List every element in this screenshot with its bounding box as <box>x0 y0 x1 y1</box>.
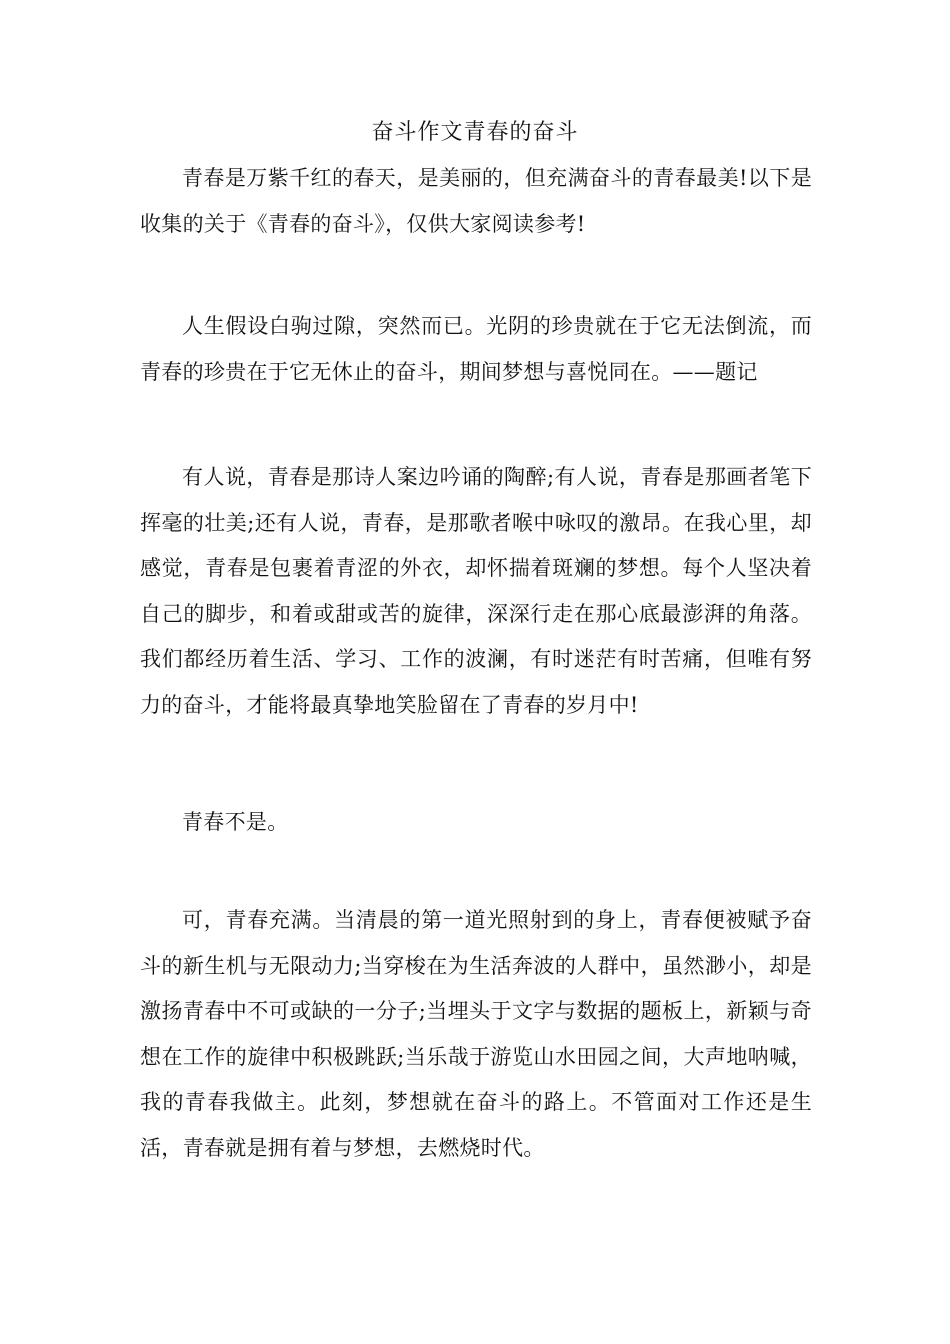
paragraph-intro: 青春是万紫千红的春天，是美丽的，但充满奋斗的青春最美!以下是收集的关于《青春的奋斗》，仅供大家阅读参考! <box>140 166 812 236</box>
paragraph-epigraph: 人生假设白驹过隙，突然而已。光阴的珍贵就在于它无法倒流，而青春的珍贵在于它无休止的奋斗，期间梦想与喜悦同在。——题记 <box>140 314 812 384</box>
document-title: 奋斗作文青春的奋斗 <box>371 120 579 145</box>
paragraph-body-3: 可，青春充满。当清晨的第一道光照射到的身上，青春便被赋予奋斗的新生机与无限动力;当穿梭在为生活奔波的人群中，虽然渺小，却是激扬青春中不可或缺的一分子;当埋头于文字与数据的题板上，新颖与奇想在工作的旋律中积极跳跃;当乐哉于游览山水田园之间，大声地呐喊，我的青春我做主。此刻，梦想就在奋斗的路上。不管面对工作还是生活，青春就是拥有着与梦想，去燃烧时代。 <box>140 908 812 1160</box>
paragraph-body-2: 青春不是。 <box>182 810 289 834</box>
paragraph-body-1: 有人说，青春是那诗人案边吟诵的陶醉;有人说，青春是那画者笔下挥毫的壮美;还有人说，青春，是那歌者喉中咏叹的激昂。在我心里，却感觉，青春是包裹着青涩的外衣，却怀揣着斑斓的梦想。每个人坚决着自己的脚步，和着或甜或苦的旋律，深深行走在那心底最澎湃的角落。我们都经历着生活、学习、工作的波澜，有时迷茫有时苦痛，但唯有努力的奋斗，才能将最真挚地笑脸留在了青春的岁月中! <box>140 465 812 717</box>
